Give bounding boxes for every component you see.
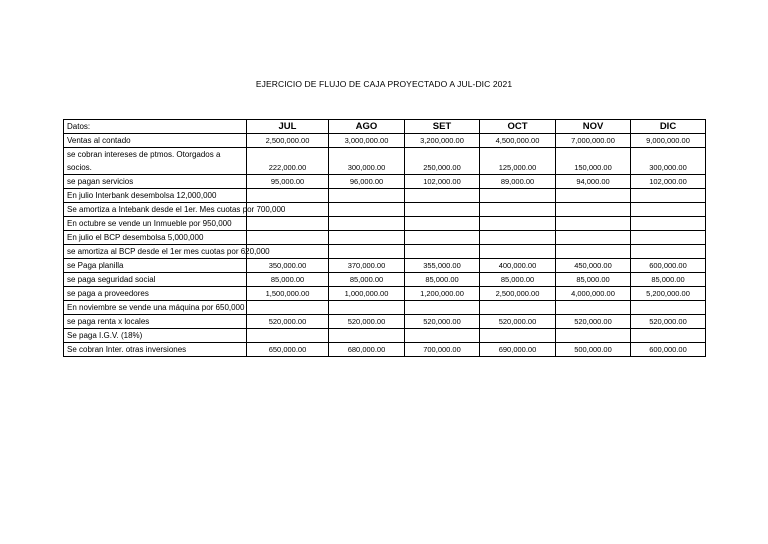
table-row [64,175,706,189]
cell-set [405,301,480,315]
month-header-set: SET [405,120,480,134]
cell-nov [556,301,631,315]
cell-nov [556,203,631,217]
row-label: En julio el BCP desembolsa 5,000,000 [64,231,247,245]
cell-nov [556,217,631,231]
cell-jul: 222,000.00 [247,148,329,175]
row-label: Se amortiza a Intebank desde el 1er. Mes cuotas por 700,000 [64,203,247,217]
cell-dic [631,203,706,217]
cell-dic: 9,000,000.00 [631,134,706,148]
cell-set: 250,000.00 [405,148,480,175]
row-label: se amortiza al BCP desde el 1er mes cuotas por 620,000 [64,245,247,259]
cell-jul [247,329,329,343]
cell-oct: 85,000.00 [480,273,556,287]
cell-ago: 680,000.00 [329,343,405,357]
cell-nov: 94,000.00 [556,175,631,189]
cell-nov: 500,000.00 [556,343,631,357]
cell-set: 355,000.00 [405,259,480,273]
cell-ago [329,301,405,315]
cell-jul [247,189,329,203]
cell-nov: 450,000.00 [556,259,631,273]
datos-header: Datos: [64,120,247,134]
cell-oct [480,245,556,259]
cell-jul: 95,000.00 [247,175,329,189]
cell-nov: 150,000.00 [556,148,631,175]
cell-ago [329,203,405,217]
cell-oct [480,189,556,203]
table-row [64,231,706,245]
cell-oct: 4,500,000.00 [480,134,556,148]
cell-dic [631,231,706,245]
cell-ago: 1,000,000.00 [329,287,405,301]
cell-ago: 85,000.00 [329,273,405,287]
table-body [64,134,706,357]
cell-ago [329,329,405,343]
cell-oct: 89,000.00 [480,175,556,189]
month-header-jul: JUL [247,120,329,134]
cash-flow-table [63,119,706,357]
cell-ago [329,217,405,231]
row-label: se pagan servicios [64,175,247,189]
cell-ago: 300,000.00 [329,148,405,175]
cell-nov [556,231,631,245]
cell-set [405,217,480,231]
cell-set: 1,200,000.00 [405,287,480,301]
row-label: Ventas al contado [64,134,247,148]
cell-set [405,203,480,217]
cell-dic [631,189,706,203]
cell-dic [631,217,706,231]
cell-jul: 650,000.00 [247,343,329,357]
cell-oct [480,217,556,231]
cell-jul: 1,500,000.00 [247,287,329,301]
cell-set: 85,000.00 [405,273,480,287]
table-row [64,329,706,343]
cell-dic [631,245,706,259]
table-row [64,245,706,259]
cell-nov: 520,000.00 [556,315,631,329]
table-row [64,203,706,217]
cell-jul [247,217,329,231]
table-row [64,189,706,203]
cell-jul [247,301,329,315]
cell-set [405,329,480,343]
cell-oct: 520,000.00 [480,315,556,329]
row-label: se paga a proveedores [64,287,247,301]
month-header-ago: AGO [329,120,405,134]
table-row [64,343,706,357]
cell-jul [247,231,329,245]
cell-dic: 85,000.00 [631,273,706,287]
cell-nov: 4,000,000.00 [556,287,631,301]
cell-ago [329,245,405,259]
table-row [64,148,706,175]
cell-nov [556,245,631,259]
cell-jul: 85,000.00 [247,273,329,287]
table-row [64,259,706,273]
cell-nov [556,189,631,203]
table-row [64,315,706,329]
row-label: Se paga I.G.V. (18%) [64,329,247,343]
cell-oct: 2,500,000.00 [480,287,556,301]
cell-oct [480,301,556,315]
cell-jul: 2,500,000.00 [247,134,329,148]
row-label: En noviembre se vende una máquina por 650,000 [64,301,247,315]
row-label: se paga renta x locales [64,315,247,329]
table-row [64,301,706,315]
row-label: se paga seguridad social [64,273,247,287]
cell-oct: 125,000.00 [480,148,556,175]
cell-ago: 520,000.00 [329,315,405,329]
cell-dic: 102,000.00 [631,175,706,189]
row-label: se cobran intereses de ptmos. Otorgados a socios. [64,148,247,175]
cell-nov [556,329,631,343]
table-row [64,287,706,301]
cell-ago [329,231,405,245]
month-header-nov: NOV [556,120,631,134]
cell-dic [631,329,706,343]
row-label: En julio Interbank desembolsa 12,000,000 [64,189,247,203]
row-label: Se cobran Inter. otras inversiones [64,343,247,357]
header-row [64,120,706,134]
cell-dic [631,301,706,315]
cell-dic: 520,000.00 [631,315,706,329]
cell-set: 102,000.00 [405,175,480,189]
cell-dic: 300,000.00 [631,148,706,175]
row-label: se Paga planilla [64,259,247,273]
cell-ago: 370,000.00 [329,259,405,273]
cell-ago: 96,000.00 [329,175,405,189]
cell-set [405,189,480,203]
page-title: EJERCICIO DE FLUJO DE CAJA PROYECTADO A JUL-DIC 2021 [255,79,513,89]
row-label: En octubre se vende un Inmueble por 950,000 [64,217,247,231]
cell-oct: 400,000.00 [480,259,556,273]
cell-set [405,231,480,245]
cell-ago: 3,000,000.00 [329,134,405,148]
cell-oct [480,329,556,343]
cell-oct: 690,000.00 [480,343,556,357]
cell-set: 520,000.00 [405,315,480,329]
table-row [64,217,706,231]
cell-ago [329,189,405,203]
cell-oct [480,231,556,245]
cell-jul: 350,000.00 [247,259,329,273]
month-header-oct: OCT [480,120,556,134]
table-row [64,134,706,148]
table-row [64,273,706,287]
cell-nov: 85,000.00 [556,273,631,287]
cell-oct [480,203,556,217]
cell-set: 3,200,000.00 [405,134,480,148]
month-header-dic: DIC [631,120,706,134]
cell-set: 700,000.00 [405,343,480,357]
cell-dic: 600,000.00 [631,343,706,357]
cell-nov: 7,000,000.00 [556,134,631,148]
cell-dic: 600,000.00 [631,259,706,273]
cell-jul: 520,000.00 [247,315,329,329]
cell-dic: 5,200,000.00 [631,287,706,301]
cell-set [405,245,480,259]
